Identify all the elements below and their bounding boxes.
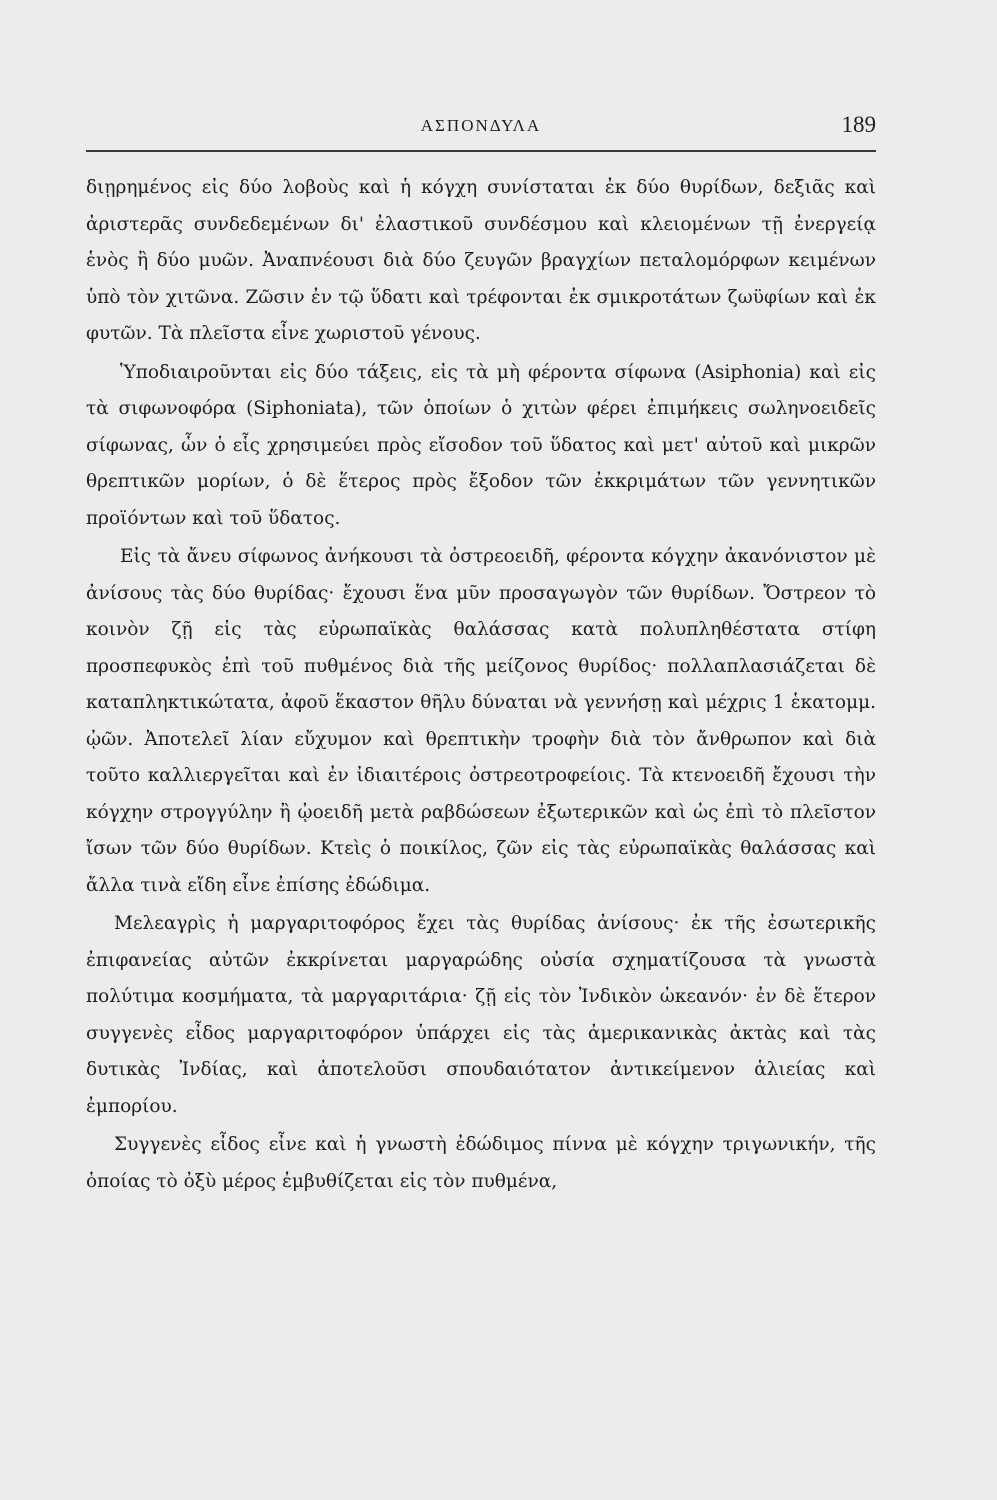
header-rule: [86, 150, 876, 152]
paragraph-4: Μελεαγρὶς ἡ μαργαριτοφόρος ἔχει τὰς θυρίδας ἀνίσους· ἐκ τῆς ἐσωτερικῆς ἐπιφανείας αὐτῶν ἐκκρίνεται μαργαρώδης οὐσία σχηματίζουσα τὰ γνωστὰ πολύτιμα κοσμήματα, τὰ μαργαριτάρια· ζῇ εἰς τὸν Ἰνδικὸν ὠκεανόν· ἐν δὲ ἕτερον συγγενὲς εἶδος μαργαριτοφόρον ὑπάρχει εἰς τὰς ἀμερικανικὰς ἀκτὰς καὶ τὰς δυτικὰς Ἰνδίας, καὶ ἀποτελοῦσι σπουδαιότατον ἀντικείμενον ἁλιείας καὶ ἐμπορίου.: [86, 913, 876, 1117]
paragraph-5: Συγγενὲς εἶδος εἶνε καὶ ἡ γνωστὴ ἐδώδιμος πίννα μὲ κόγχην τριγωνικήν, τῆς ὁποίας τὸ ὀξὺ μέρος ἐμβυθίζεται εἰς τὸν πυθμένα,: [86, 1134, 876, 1192]
page-number: 189: [841, 112, 876, 137]
body-text: [86, 170, 876, 1200]
paragraph-1: διῃρημένος εἰς δύο λοβοὺς καὶ ἡ κόγχη συνίσταται ἐκ δύο θυρίδων, δεξιᾶς καὶ ἀριστερᾶς συνδεδεμένων δι' ἐλαστικοῦ συνδέσμου καὶ κλειομένων τῇ ἐνεργείᾳ ἑνὸς ἢ δύο μυῶν. Ἀναπνέουσι διὰ δύο ζευγῶν βραγχίων πεταλομόρφων κειμένων ὑπὸ τὸν χιτῶνα. Ζῶσιν ἐν τῷ ὕδατι καὶ τρέφονται ἐκ σμικροτάτων ζωϋφίων καὶ ἐκ φυτῶν. Τὰ πλεῖστα εἶνε χωριστοῦ γένους.: [86, 177, 876, 344]
paragraph-3: Εἰς τὰ ἄνευ σίφωνος ἀνήκουσι τὰ ὀστρεοειδῆ, φέροντα κόγχην ἀκανόνιστον μὲ ἀνίσους τὰς δύο θυρίδας· ἔχουσι ἕνα μῦν προσαγωγὸν τῶν θυρίδων. Ὄστρεον τὸ κοινὸν ζῇ εἰς τὰς εὐρωπαϊκὰς θαλάσσας κατὰ πολυπληθέστατα στίφη προσπεφυκὸς ἐπὶ τοῦ πυθμένος διὰ τῆς μείζονος θυρίδος· πολλαπλασιάζεται δὲ καταπληκτικώτατα, ἀφοῦ ἕκαστον θῆλυ δύναται νὰ γεννήσῃ καὶ μέχρις 1 ἑκατομμ. ᾠῶν. Ἀποτελεῖ λίαν εὔχυμον καὶ θρεπτικὴν τροφὴν διὰ τὸν ἄνθρωπον καὶ διὰ τοῦτο καλλιεργεῖται καὶ ἐν ἰδιαιτέροις ὀστρεοτροφείοις. Τὰ κτενοειδῆ ἔχουσι τὴν κόγχην στρογγύλην ἢ ᾠοειδῆ μετὰ ραβδώσεων ἐξωτερικῶν καὶ ὡς ἐπὶ τὸ πλεῖστον ἴσων τῶν δύο θυρίδων. Κτεὶς ὁ ποικίλος, ζῶν εἰς τὰς εὐρωπαϊκὰς θαλάσσας καὶ ἄλλα τινὰ εἴδη εἶνε ἐπίσης ἐδώδιμα.: [86, 546, 876, 896]
paragraph-2: Ὑποδιαιροῦνται εἰς δύο τάξεις, εἰς τὰ μὴ φέροντα σίφωνα (Asiphonia) καὶ εἰς τὰ σιφωνοφόρα (Siphoniata), τῶν ὁποίων ὁ χιτὼν φέρει ἐπιμήκεις σωληνοειδεῖς σίφωνας, ὧν ὁ εἷς χρησιμεύει πρὸς εἴσοδον τοῦ ὕδατος καὶ μετ' αὐτοῦ καὶ μικρῶν θρεπτικῶν μορίων, ὁ δὲ ἕτερος πρὸς ἔξοδον τῶν ἐκκριμάτων τῶν γεννητικῶν προϊόντων καὶ τοῦ ὕδατος.: [86, 361, 876, 529]
page-header: [86, 112, 876, 144]
running-head: ΑΣΠΟΝΔΥΛΑ: [420, 116, 542, 135]
